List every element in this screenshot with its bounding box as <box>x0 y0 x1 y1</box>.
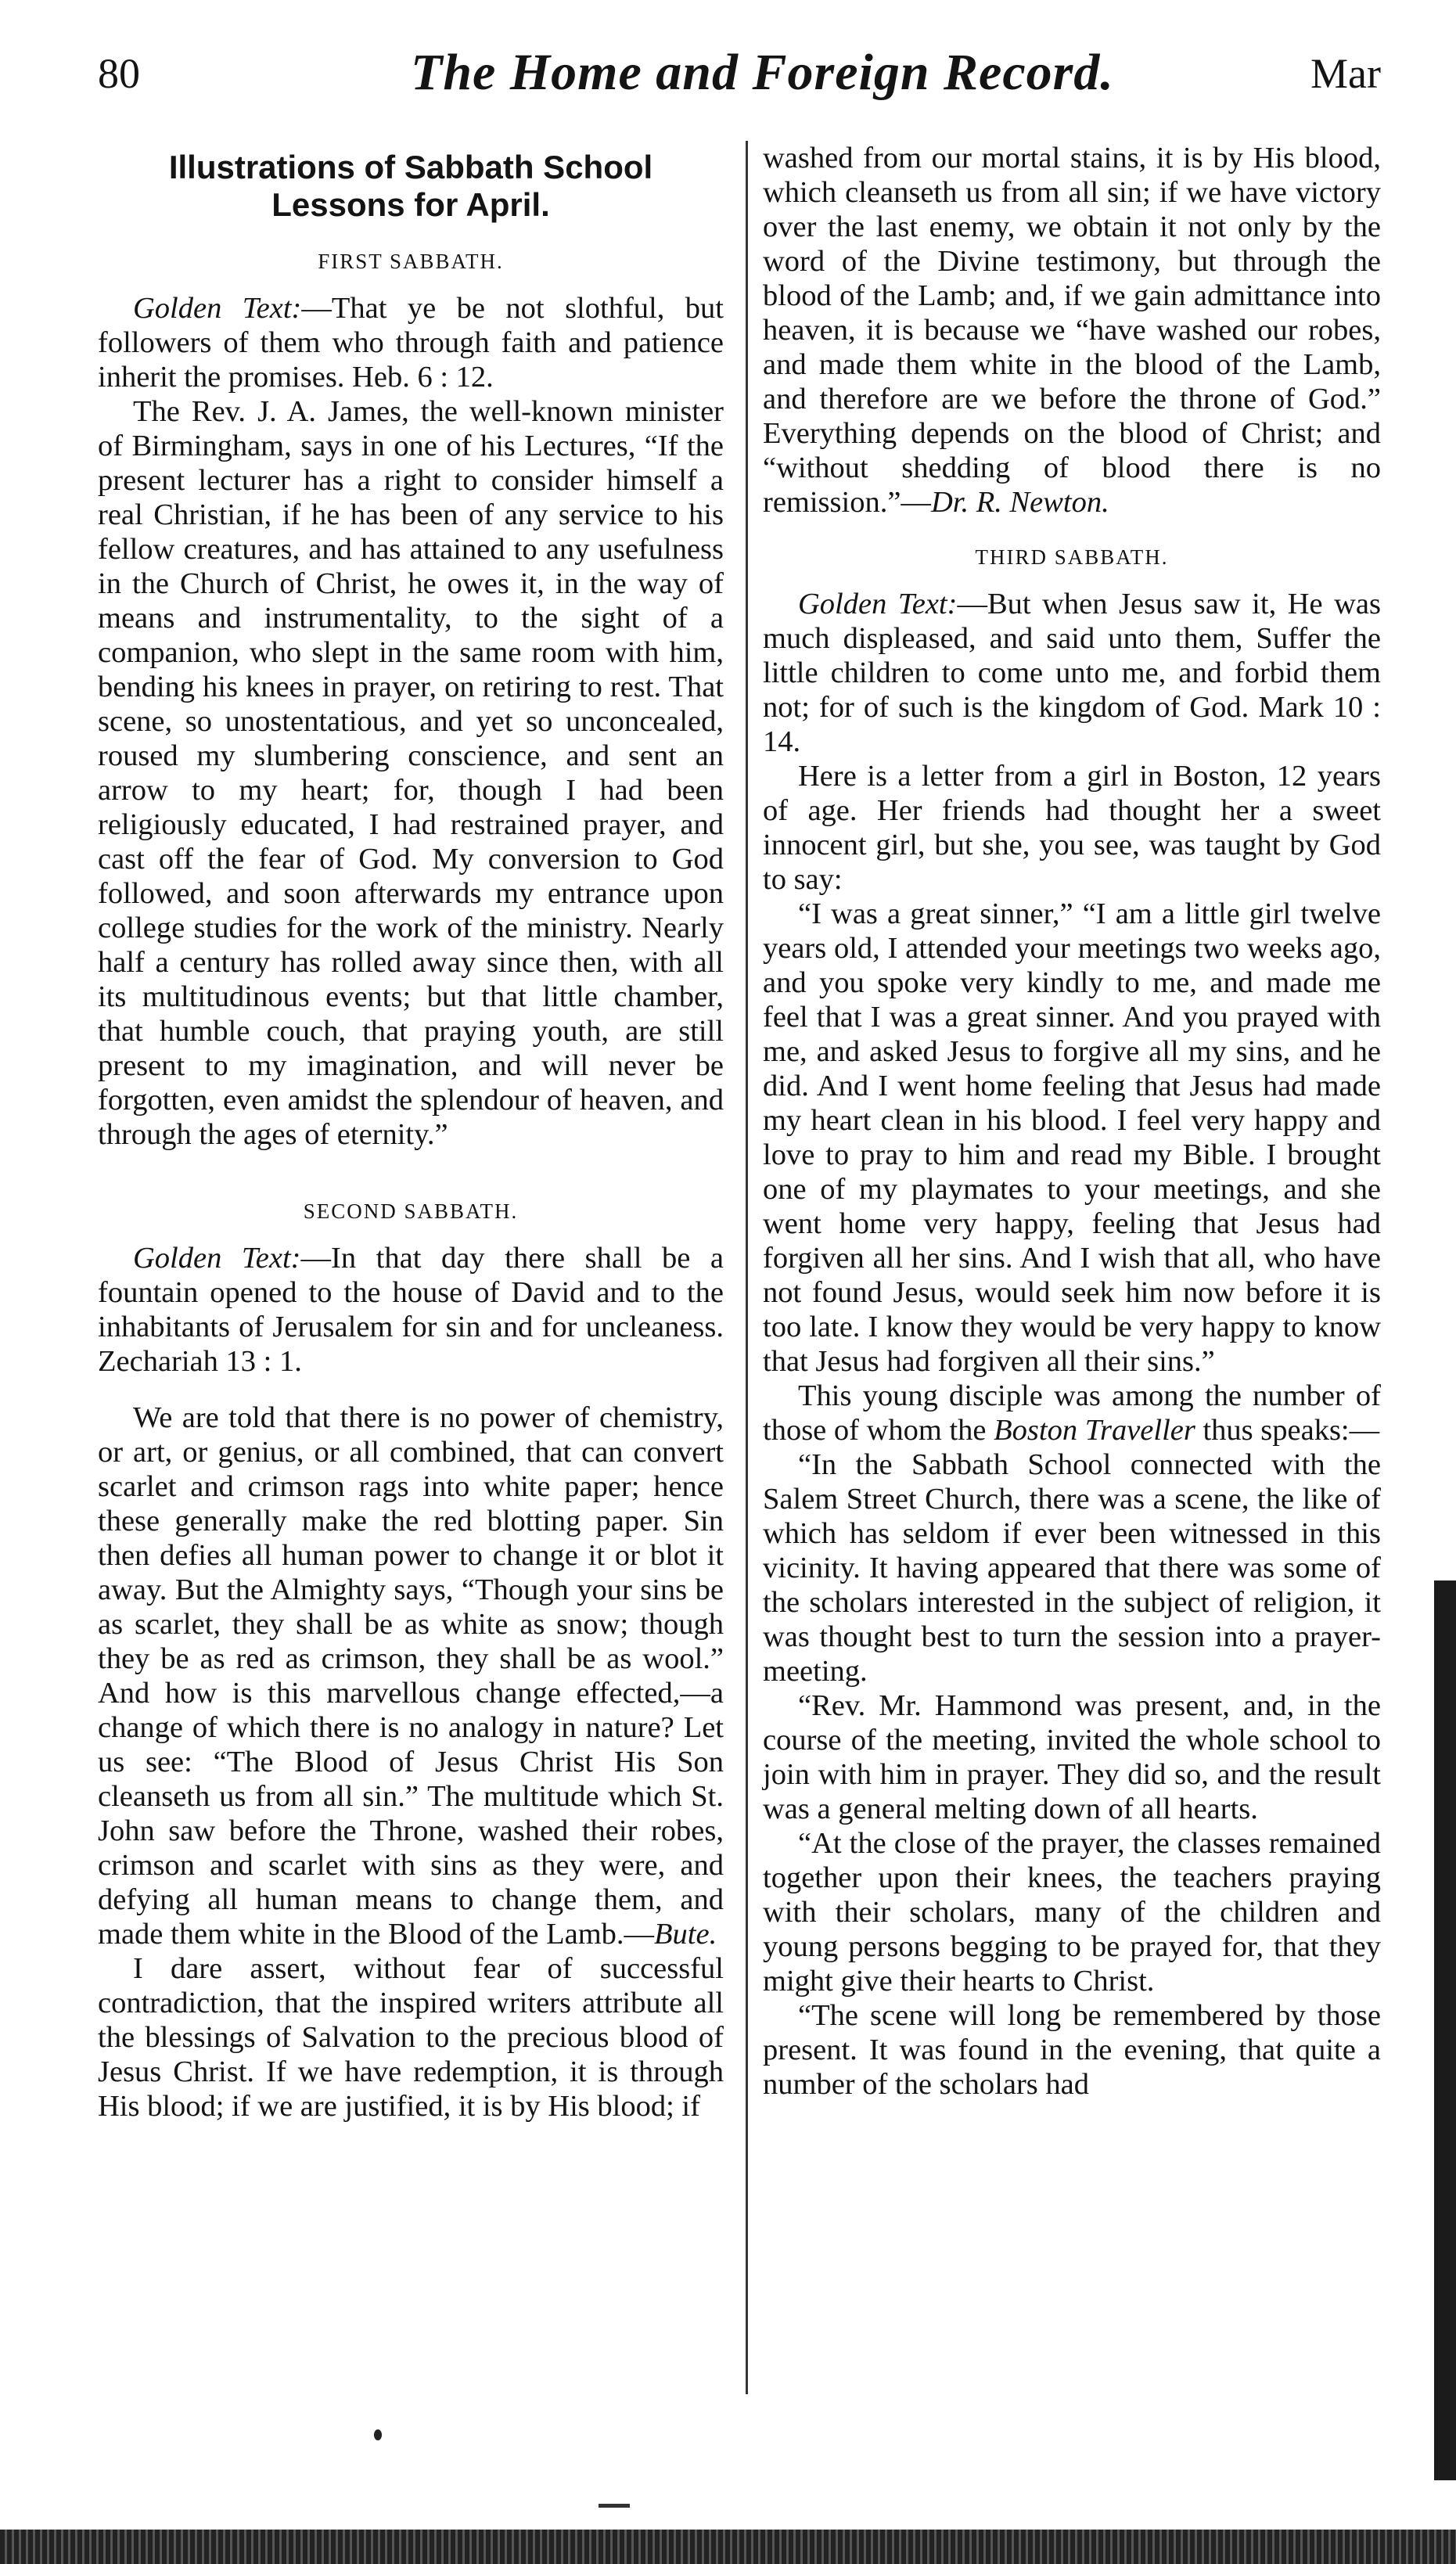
paragraph: The Rev. J. A. James, the well-known minister of Birmingham, says in one of his Lectures, “If the present lecturer has a right to consider himself a real Christian, if he has been of any service to his fellow creatures, and has attained to any usefulness in the Church of Christ, he owes it, in the way of means and instrumentality, to the sight of a companion, who slept in the same room with him, bending his knees in prayer, on retiring to rest. That scene, so unostentatious, and yet so unconcealed, roused my slumbering conscience, and sent an arrow to my heart; for, though I had been religiously educated, I had restrained prayer, and cast off the fear of God. My conversion to God followed, and soon afterwards my entrance upon college studies for the work of the ministry. Nearly half a century has rolled away since then, with all its multitudinous events; but that little chamber, that humble couch, that praying youth, are still present to my imagination, and will never be forgotten, even amidst the splendour of heaven, and through the ages of eternity.” <box>98 395 724 1151</box>
golden-text-body: —In that day there shall be a fountain opened to the house of David and to the inhabitants of Jerusalem for sin and for uncleaness. Zechariah 13 : 1. <box>98 1242 724 1378</box>
paragraph: I dare assert, without fear of successful contradiction, that the inspired writers attribute all the blessings of Salvation to the precious blood of Jesus Christ. If we have redemption, it is through His blood; if we are justified, it is by His blood; if <box>98 1952 724 2123</box>
paragraph: “At the close of the prayer, the classes remained together upon their knees, the teachers praying with their scholars, many of the children and young persons begging to be prayed for, that they might give their hearts to Christ. <box>763 1827 1381 1998</box>
golden-text-label: Golden Text: <box>133 1242 301 1275</box>
golden-text-label: Golden Text: <box>133 292 302 325</box>
paragraph: “The scene will long be remembered by those present. It was found in the evening, that quite a number of the scholars had <box>763 1999 1381 2101</box>
golden-text-second <box>98 1241 724 1379</box>
scan-bottom-edge <box>0 2530 1456 2564</box>
section-heading-first: FIRST SABBATH. <box>318 250 504 273</box>
newspaper-name: Boston Traveller <box>994 1414 1195 1447</box>
scan-edge-shadow <box>1434 1580 1456 2480</box>
running-header <box>98 43 1381 121</box>
attribution: Bute. <box>654 1918 717 1951</box>
print-mark <box>599 2504 630 2508</box>
running-month: Mar <box>1310 50 1381 97</box>
paragraph-text: thus speaks:— <box>1195 1414 1380 1447</box>
letter-quote: “I was a great sinner,” “I am a little girl twelve years old, I attended your meetings two weeks ago, and you spoke very kindly to me, and made me feel that I was a great sinner. And you prayed with me, and asked Jesus to forgive all my sins, and he did. And I went home feeling that Jesus had made my heart clean in his blood. I feel very happy and love to pray to him and read my Bible. I brought one of my playmates to your meetings, and she went home very happy, feeling that Jesus had forgiven all her sins. And I wish that all, who have not found Jesus, would seek him now before it is too late. I know they would be very happy to know that Jesus had forgiven all their sins.” <box>763 897 1381 1378</box>
article-title <box>98 149 724 224</box>
golden-text-third <box>763 587 1381 759</box>
paragraph-continued <box>763 141 1381 520</box>
paragraph <box>98 1401 724 1951</box>
golden-text-first <box>98 291 724 394</box>
print-speck <box>374 2429 382 2440</box>
paragraph-text: washed from our mortal stains, it is by His blood, which cleanseth us from all sin; if we have victory over the last enemy, we obtain it not only by the word of the Divine testimony, but through the blood of the Lamb; and, if we gain admittance into heaven, it is because we “have washed our robes, and made them white in the blood of the Lamb, and therefore are we before the throne of God.” Everything depends on the blood of Christ; and “without shedding of blood there is no remission.”— <box>763 142 1381 519</box>
journal-title: The Home and Foreign Record. <box>411 44 1114 101</box>
right-column <box>763 141 1381 2102</box>
section-heading-second: SECOND SABBATH. <box>303 1199 519 1223</box>
article-title-line2: Lessons for April. <box>271 186 550 223</box>
article-title-line1: Illustrations of Sabbath School <box>168 149 653 185</box>
paragraph-text: We are told that there is no power of chemistry, or art, or genius, or all combined, that can convert scarlet and crimson rags into white paper; hence these generally make the red blotting paper. Sin then defies all human power to change it or blot it away. But the Almighty says, “Though your sins be as scarlet, they shall be as white as snow; though they be as red as crimson, they shall be as wool.” And how is this marvellous change effected,—a change of which there is no analogy in nature? Let us see: “The Blood of Jesus Christ His Son cleanseth us from all sin.” The multitude which St. John saw before the Throne, washed their robes, crimson and scarlet with sins as they were, and defying all human means to change them, and made them white in the Blood of the Lamb.— <box>98 1401 724 1951</box>
golden-text-body: —But when Jesus saw it, He was much displeased, and said unto them, Suffer the little children to come unto me, and forbid them not; for of such is the kingdom of God. Mark 10 : 14. <box>763 588 1381 758</box>
golden-text-body: —That ye be not slothful, but followers of them who through faith and patience inherit the promises. Heb. 6 : 12. <box>98 292 724 394</box>
paragraph: “In the Sabbath School connected with the Salem Street Church, there was a scene, the like of which has seldom if ever been witnessed in this vicinity. It having appeared that there was some of the scholars interested in the subject of religion, it was thought best to turn the session into a prayer-meeting. <box>763 1448 1381 1688</box>
page-number: 80 <box>98 50 140 97</box>
golden-text-label: Golden Text: <box>798 588 958 620</box>
column-divider <box>746 141 748 2394</box>
section-heading-third: THIRD SABBATH. <box>975 545 1169 569</box>
attribution: Dr. R. Newton. <box>930 486 1109 519</box>
left-column <box>98 141 724 2123</box>
paragraph <box>763 1379 1381 1447</box>
paragraph: Here is a letter from a girl in Boston, 12 years of age. Her friends had thought her a sweet innocent girl, but she, you see, was taught by God to say: <box>763 760 1381 896</box>
paragraph: “Rev. Mr. Hammond was present, and, in the course of the meeting, invited the whole school to join with him in prayer. They did so, and the result was a general melting down of all hearts. <box>763 1689 1381 1825</box>
paragraph-text: This young disciple was among the number of those of whom the <box>763 1379 1381 1447</box>
